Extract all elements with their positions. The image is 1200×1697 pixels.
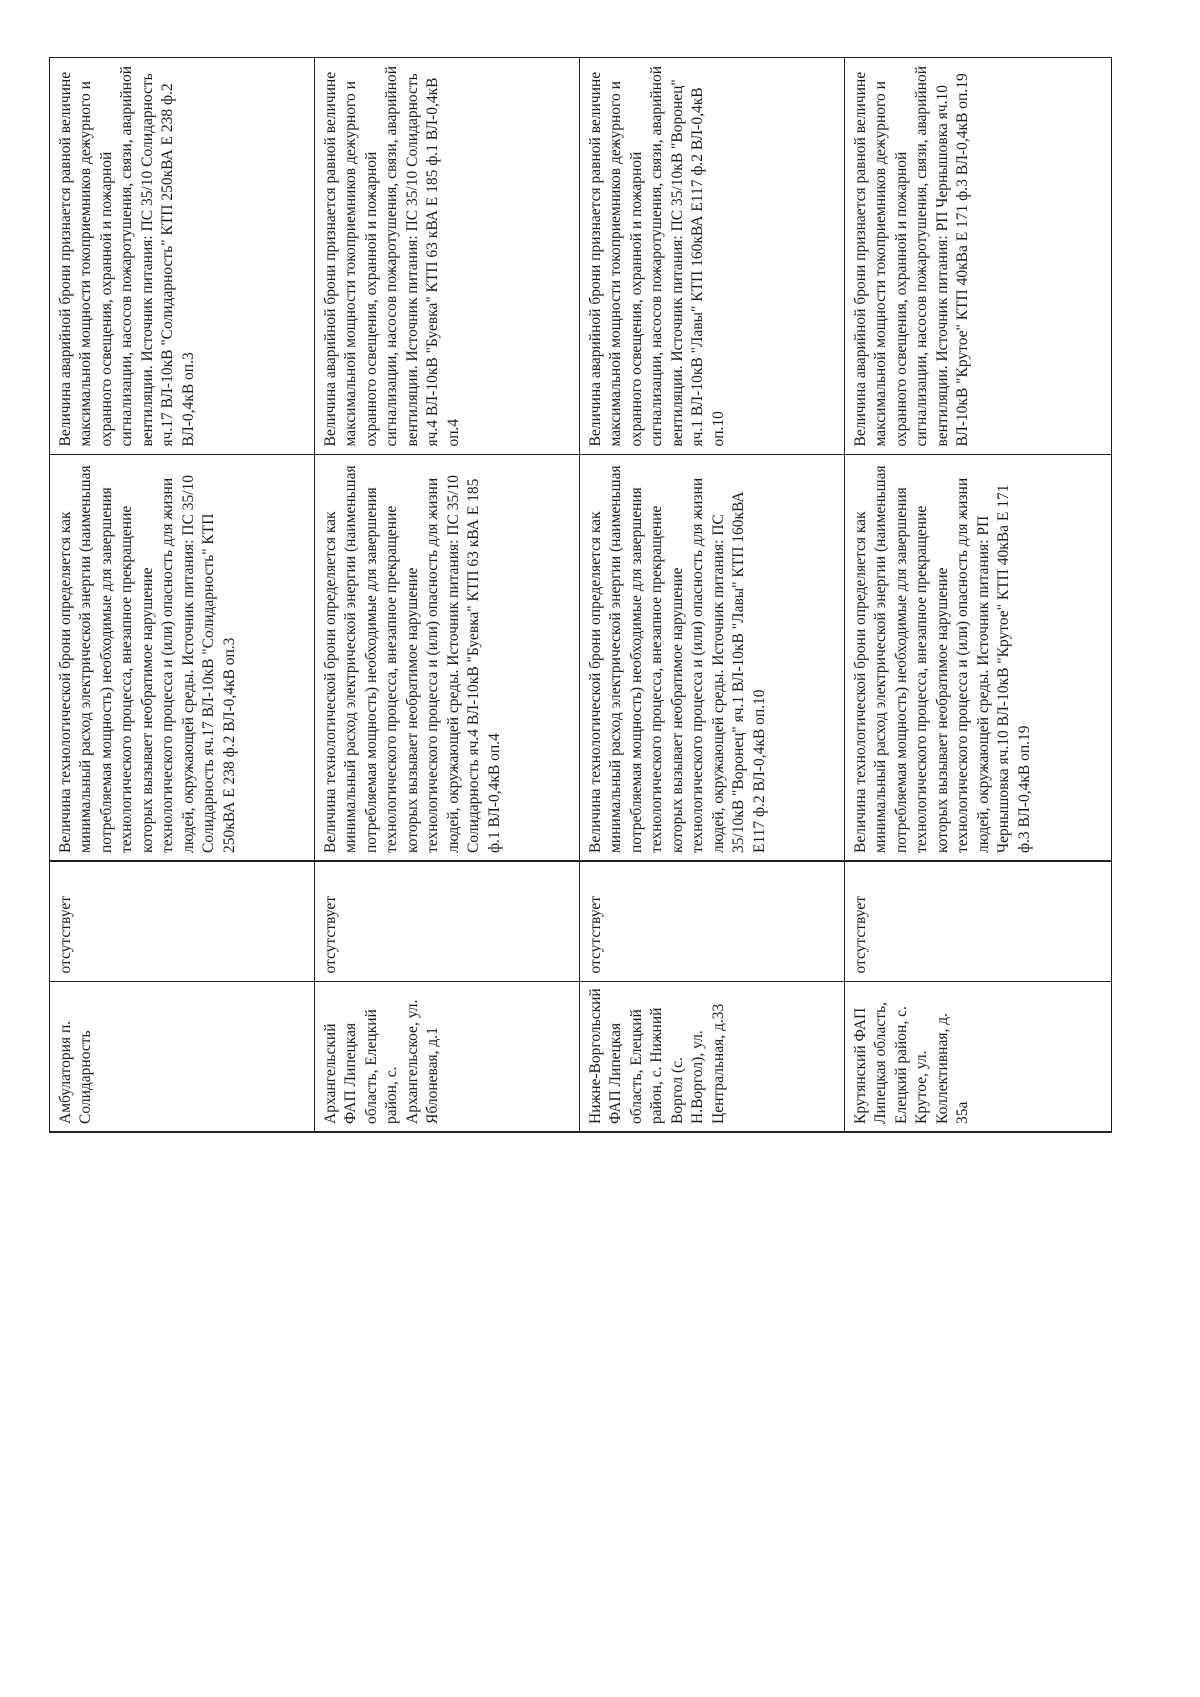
tech-reserve-description-cell: Величина технологической брони определяется как минимальный расход электрической энергии (наименьшая потребляемая мощность) необходимые для завершения технологического процесса, внезапное прекращение которых вызывает необратимое нарушение технологического процесса и (или) опасность для жизни людей, окружающей среды. Источник питания: ПС 35/10 Солидарность яч.4 ВЛ-10кВ "Буевка" КТП 63 кВА Е 185 ф.1 ВЛ-0,4кВ оп.4	[314, 454, 581, 862]
table-row	[315, 50, 580, 1585]
blank-cell	[844, 1132, 1113, 1587]
tech-reserve-cell: отсутствует	[844, 861, 1113, 983]
tech-reserve-description-cell: Величина технологической брони определяется как минимальный расход электрической энергии (наименьшая потребляемая мощность) необходимые для завершения технологического процесса, внезапное прекращение которых вызывает необратимое нарушение технологического процесса и (или) опасность для жизни людей, окружающей среды. Источник питания: РП Чернышовка яч.10 ВЛ-10кВ "Крутое" КТП 40кВа Е 171 ф.3 ВЛ-0,4кВ оп.19	[844, 454, 1113, 862]
blank-cell	[49, 1132, 316, 1587]
table-row	[50, 50, 315, 1585]
object-name-cell: Нижне-Воргольский ФАП Липецкая область, Елецкий район, с. Нижний Воргол (с. Н.Воргол), ул. Центральная, д.33	[579, 981, 846, 1133]
table-row	[845, 50, 1112, 1585]
emergency-reserve-cell: Величина аварийной брони признается равной величине максимальной мощности токоприемников дежурного и охранного освещения, охранной и пожарной сигнализации, насосов пожаротушения, связи, аварийной вентиляции. Источник питания: ПС 35/10кВ "Воронец" яч.1 ВЛ-10кВ "Лавы" КТП 160кВА Е117 ф.2 ВЛ-0,4кВ оп.10	[579, 58, 846, 456]
emergency-reserve-cell: Величина аварийной брони признается равной величине максимальной мощности токоприемников дежурного и охранного освещения, охранной и пожарной сигнализации, насосов пожаротушения, связи, аварийной вентиляции. Источник питания: РП Чернышовка яч.10 ВЛ-10кВ "Крутое" КТП 40кВа Е 171 ф.3 ВЛ-0,4кВ оп.19	[844, 58, 1113, 456]
tech-reserve-cell: отсутствует	[49, 861, 316, 983]
table-body	[50, 50, 1112, 1585]
object-name-cell: Крутянский ФАП Липецкая область, Елецкий район, с. Крутое, ул. Коллективная, д. 35а	[844, 981, 1113, 1133]
blank-cell	[314, 1132, 581, 1587]
rotated-table	[50, 50, 1112, 1585]
tech-reserve-description-cell: Величина технологической брони определяется как минимальный расход электрической энергии (наименьшая потребляемая мощность) необходимые для завершения технологического процесса, внезапное прекращение которых вызывает необратимое нарушение технологического процесса и (или) опасность для жизни людей, окружающей среды. Источник питания: ПС 35/10 Солидарность яч.17 ВЛ-10кВ "Солидарность" КТП 250кВА Е 238 ф.2 ВЛ-0,4кВ оп.3	[49, 454, 316, 862]
tech-reserve-description-cell: Величина технологической брони определяется как минимальный расход электрической энергии (наименьшая потребляемая мощность) необходимые для завершения технологического процесса, внезапное прекращение которых вызывает необратимое нарушение технологического процесса и (или) опасность для жизни людей, окружающей среды. Источник питания: ПС 35/10кВ "Воронец" яч.1 ВЛ-10кВ "Лавы" КТП 160кВА Е117 ф.2 ВЛ-0,4кВ оп.10	[579, 454, 846, 862]
object-name-cell: Амбулатория п. Солидарность	[49, 981, 316, 1133]
table-row	[580, 50, 845, 1585]
emergency-reserve-cell: Величина аварийной брони признается равной величине максимальной мощности токоприемников дежурного и охранного освещения, охранной и пожарной сигнализации, насосов пожаротушения, связи, аварийной вентиляции. Источник питания: ПС 35/10 Солидарность яч.4 ВЛ-10кВ "Буевка" КТП 63 кВА Е 185 ф.1 ВЛ-0,4кВ оп.4	[314, 58, 581, 456]
emergency-reserve-cell: Величина аварийной брони признается равной величине максимальной мощности токоприемников дежурного и охранного освещения, охранной и пожарной сигнализации, насосов пожаротушения, связи, аварийной вентиляции. Источник питания: ПС 35/10 Солидарность яч.17 ВЛ-10кВ "Солидарность" КТП 250кВА Е 238 ф.2 ВЛ-0,4кВ оп.3	[49, 58, 316, 456]
tech-reserve-cell: отсутствует	[314, 861, 581, 983]
object-name-cell: Архангельский ФАП Липецкая область, Елецкий район, с. Архангельское, ул. Яблоневая, д.1	[314, 981, 581, 1133]
blank-cell	[579, 1132, 846, 1587]
tech-reserve-cell: отсутствует	[579, 861, 846, 983]
